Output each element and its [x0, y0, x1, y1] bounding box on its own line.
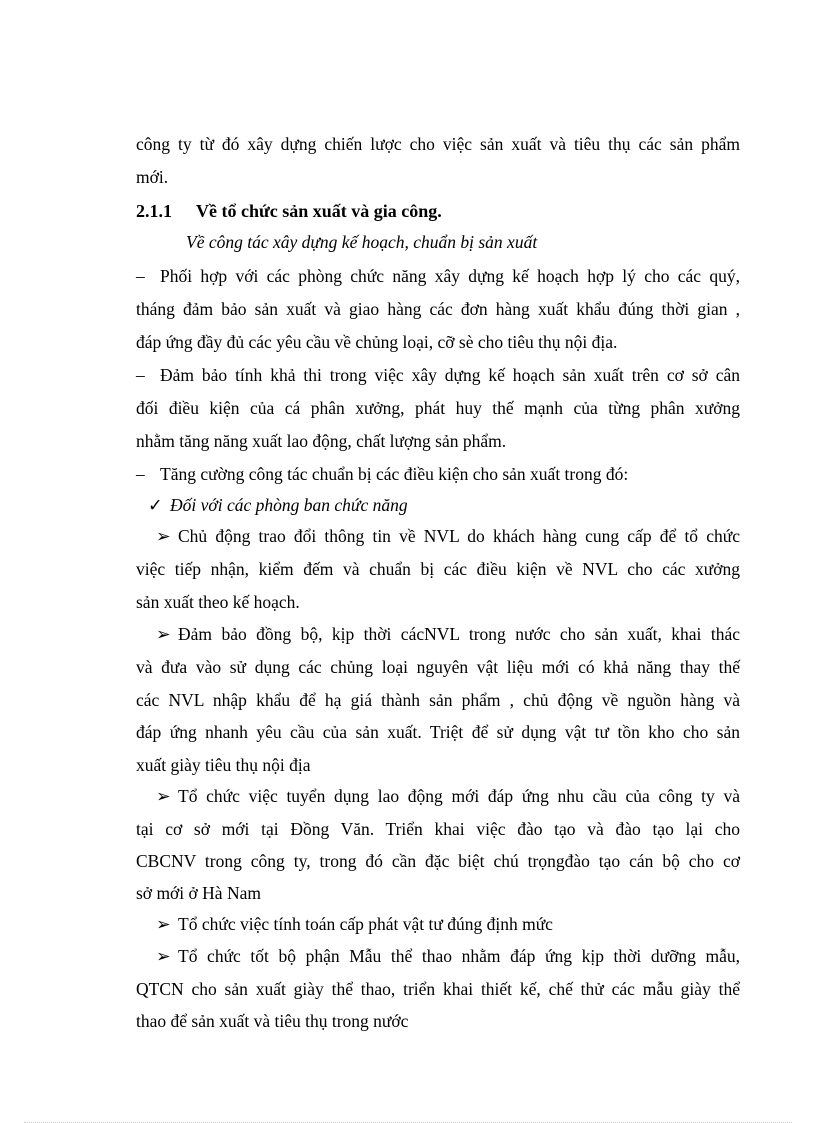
text: đáp ứng nhanh yêu cầu của sản xuất. Triệt để sử dụng vật tư tồn kho cho sản — [136, 722, 740, 742]
text: Chủ động trao đổi thông tin về NVL do khách hàng cung cấp để tổ chức — [178, 526, 740, 546]
text: sản xuất theo kế hoạch. — [136, 592, 300, 612]
subheading — [186, 231, 740, 253]
text: tháng đảm bảo sản xuất và giao hàng các đơn hàng xuất khẩu đúng thời gian , — [136, 299, 740, 319]
arrow-bullet-icon: ➢ — [156, 946, 171, 966]
text: sở mới ở Hà Nam — [136, 883, 261, 903]
dash-bullet: – — [136, 365, 145, 385]
dash-bullet: – — [136, 464, 145, 484]
arrow-item-line — [156, 785, 740, 807]
arrow-item-line — [156, 623, 740, 645]
text: việc tiếp nhận, kiểm đếm và chuẩn bị các điều kiện về NVL cho các xưởng — [136, 559, 740, 579]
text: Về công tác xây dựng kế hoạch, chuẩn bị sản xuất — [186, 232, 538, 252]
arrow-item-line — [136, 656, 740, 678]
text: CBCNV trong công ty, trong đó cần đặc biệt chú trọngđào tạo cán bộ cho cơ — [136, 851, 740, 871]
arrow-item-line — [136, 754, 740, 776]
section-number: 2.1.1 — [136, 201, 172, 221]
check-item-line — [148, 494, 740, 516]
dash-item-line — [136, 331, 740, 353]
text: đối điều kiện của cá phân xưởng, phát huy thế mạnh của từng phân xưởng — [136, 398, 740, 418]
text: xuất giày tiêu thụ nội địa — [136, 755, 311, 775]
text: Đối với các phòng ban chức năng — [170, 495, 408, 515]
text: Tổ chức việc tính toán cấp phát vật tư đúng định mức — [178, 914, 553, 934]
arrow-bullet-icon: ➢ — [156, 624, 171, 644]
dash-item-line — [136, 298, 740, 320]
arrow-bullet-icon: ➢ — [156, 786, 171, 806]
arrow-item-line — [156, 913, 740, 935]
dash-item-line — [136, 463, 740, 485]
section-title: Về tổ chức sản xuất và gia công. — [196, 201, 442, 221]
dash-bullet: – — [136, 266, 145, 286]
arrow-item-line — [136, 1010, 740, 1032]
text: mới. — [136, 167, 169, 187]
text: thao để sản xuất và tiêu thụ trong nước — [136, 1011, 409, 1031]
arrow-bullet-icon: ➢ — [156, 526, 171, 546]
arrow-item-line — [156, 525, 740, 547]
text: tại cơ sở mới tại Đồng Văn. Triển khai việc đào tạo và đào tạo lại cho — [136, 819, 740, 839]
arrow-item-line — [156, 945, 740, 967]
arrow-item-line — [136, 721, 740, 743]
text: các NVL nhập khẩu để hạ giá thành sản phẩm , chủ động về nguồn hàng và — [136, 690, 740, 710]
arrow-bullet-icon: ➢ — [156, 914, 171, 934]
section-heading — [136, 200, 740, 222]
paragraph-line — [136, 133, 740, 155]
checkmark-icon: ✓ — [148, 495, 163, 515]
text: Phối hợp với các phòng chức năng xây dựng kế hoạch hợp lý cho các quý, — [160, 266, 740, 286]
text: Tổ chức tốt bộ phận Mẫu thể thao nhằm đáp ứng kịp thời dưỡng mẫu, — [178, 946, 740, 966]
text: công ty từ đó xây dựng chiến lược cho việc sản xuất và tiêu thụ các sản phẩm — [136, 134, 740, 154]
text: QTCN cho sản xuất giày thể thao, triển khai thiết kế, chế thử các mẫu giày thể — [136, 979, 740, 999]
arrow-item-line — [136, 818, 740, 840]
dash-item-line — [136, 364, 740, 386]
dash-item-line — [136, 265, 740, 287]
arrow-item-line — [136, 850, 740, 872]
arrow-item-line — [136, 689, 740, 711]
arrow-item-line — [136, 591, 740, 613]
text: nhằm tăng năng xuất lao động, chất lượng sản phẩm. — [136, 431, 507, 451]
text: đáp ứng đầy đủ các yêu cầu về chủng loại, cỡ sè cho tiêu thụ nội địa. — [136, 332, 618, 352]
text: Đảm bảo đồng bộ, kịp thời cácNVL trong nước cho sản xuất, khai thác — [178, 624, 740, 644]
dash-item-line — [136, 397, 740, 419]
text: Đảm bảo tính khả thi trong việc xây dựng kế hoạch sản xuất trên cơ sở cân — [160, 365, 740, 385]
text: và đưa vào sử dụng các chủng loại nguyên vật liệu mới có khả năng thay thế — [136, 657, 740, 677]
text: Tổ chức việc tuyển dụng lao động mới đáp ứng nhu cầu của công ty và — [178, 786, 740, 806]
arrow-item-line — [136, 882, 740, 904]
dash-item-line — [136, 430, 740, 452]
arrow-item-line — [136, 978, 740, 1000]
paragraph-line — [136, 166, 740, 188]
arrow-item-line — [136, 558, 740, 580]
text: Tăng cường công tác chuẩn bị các điều kiện cho sản xuất trong đó: — [160, 464, 629, 484]
